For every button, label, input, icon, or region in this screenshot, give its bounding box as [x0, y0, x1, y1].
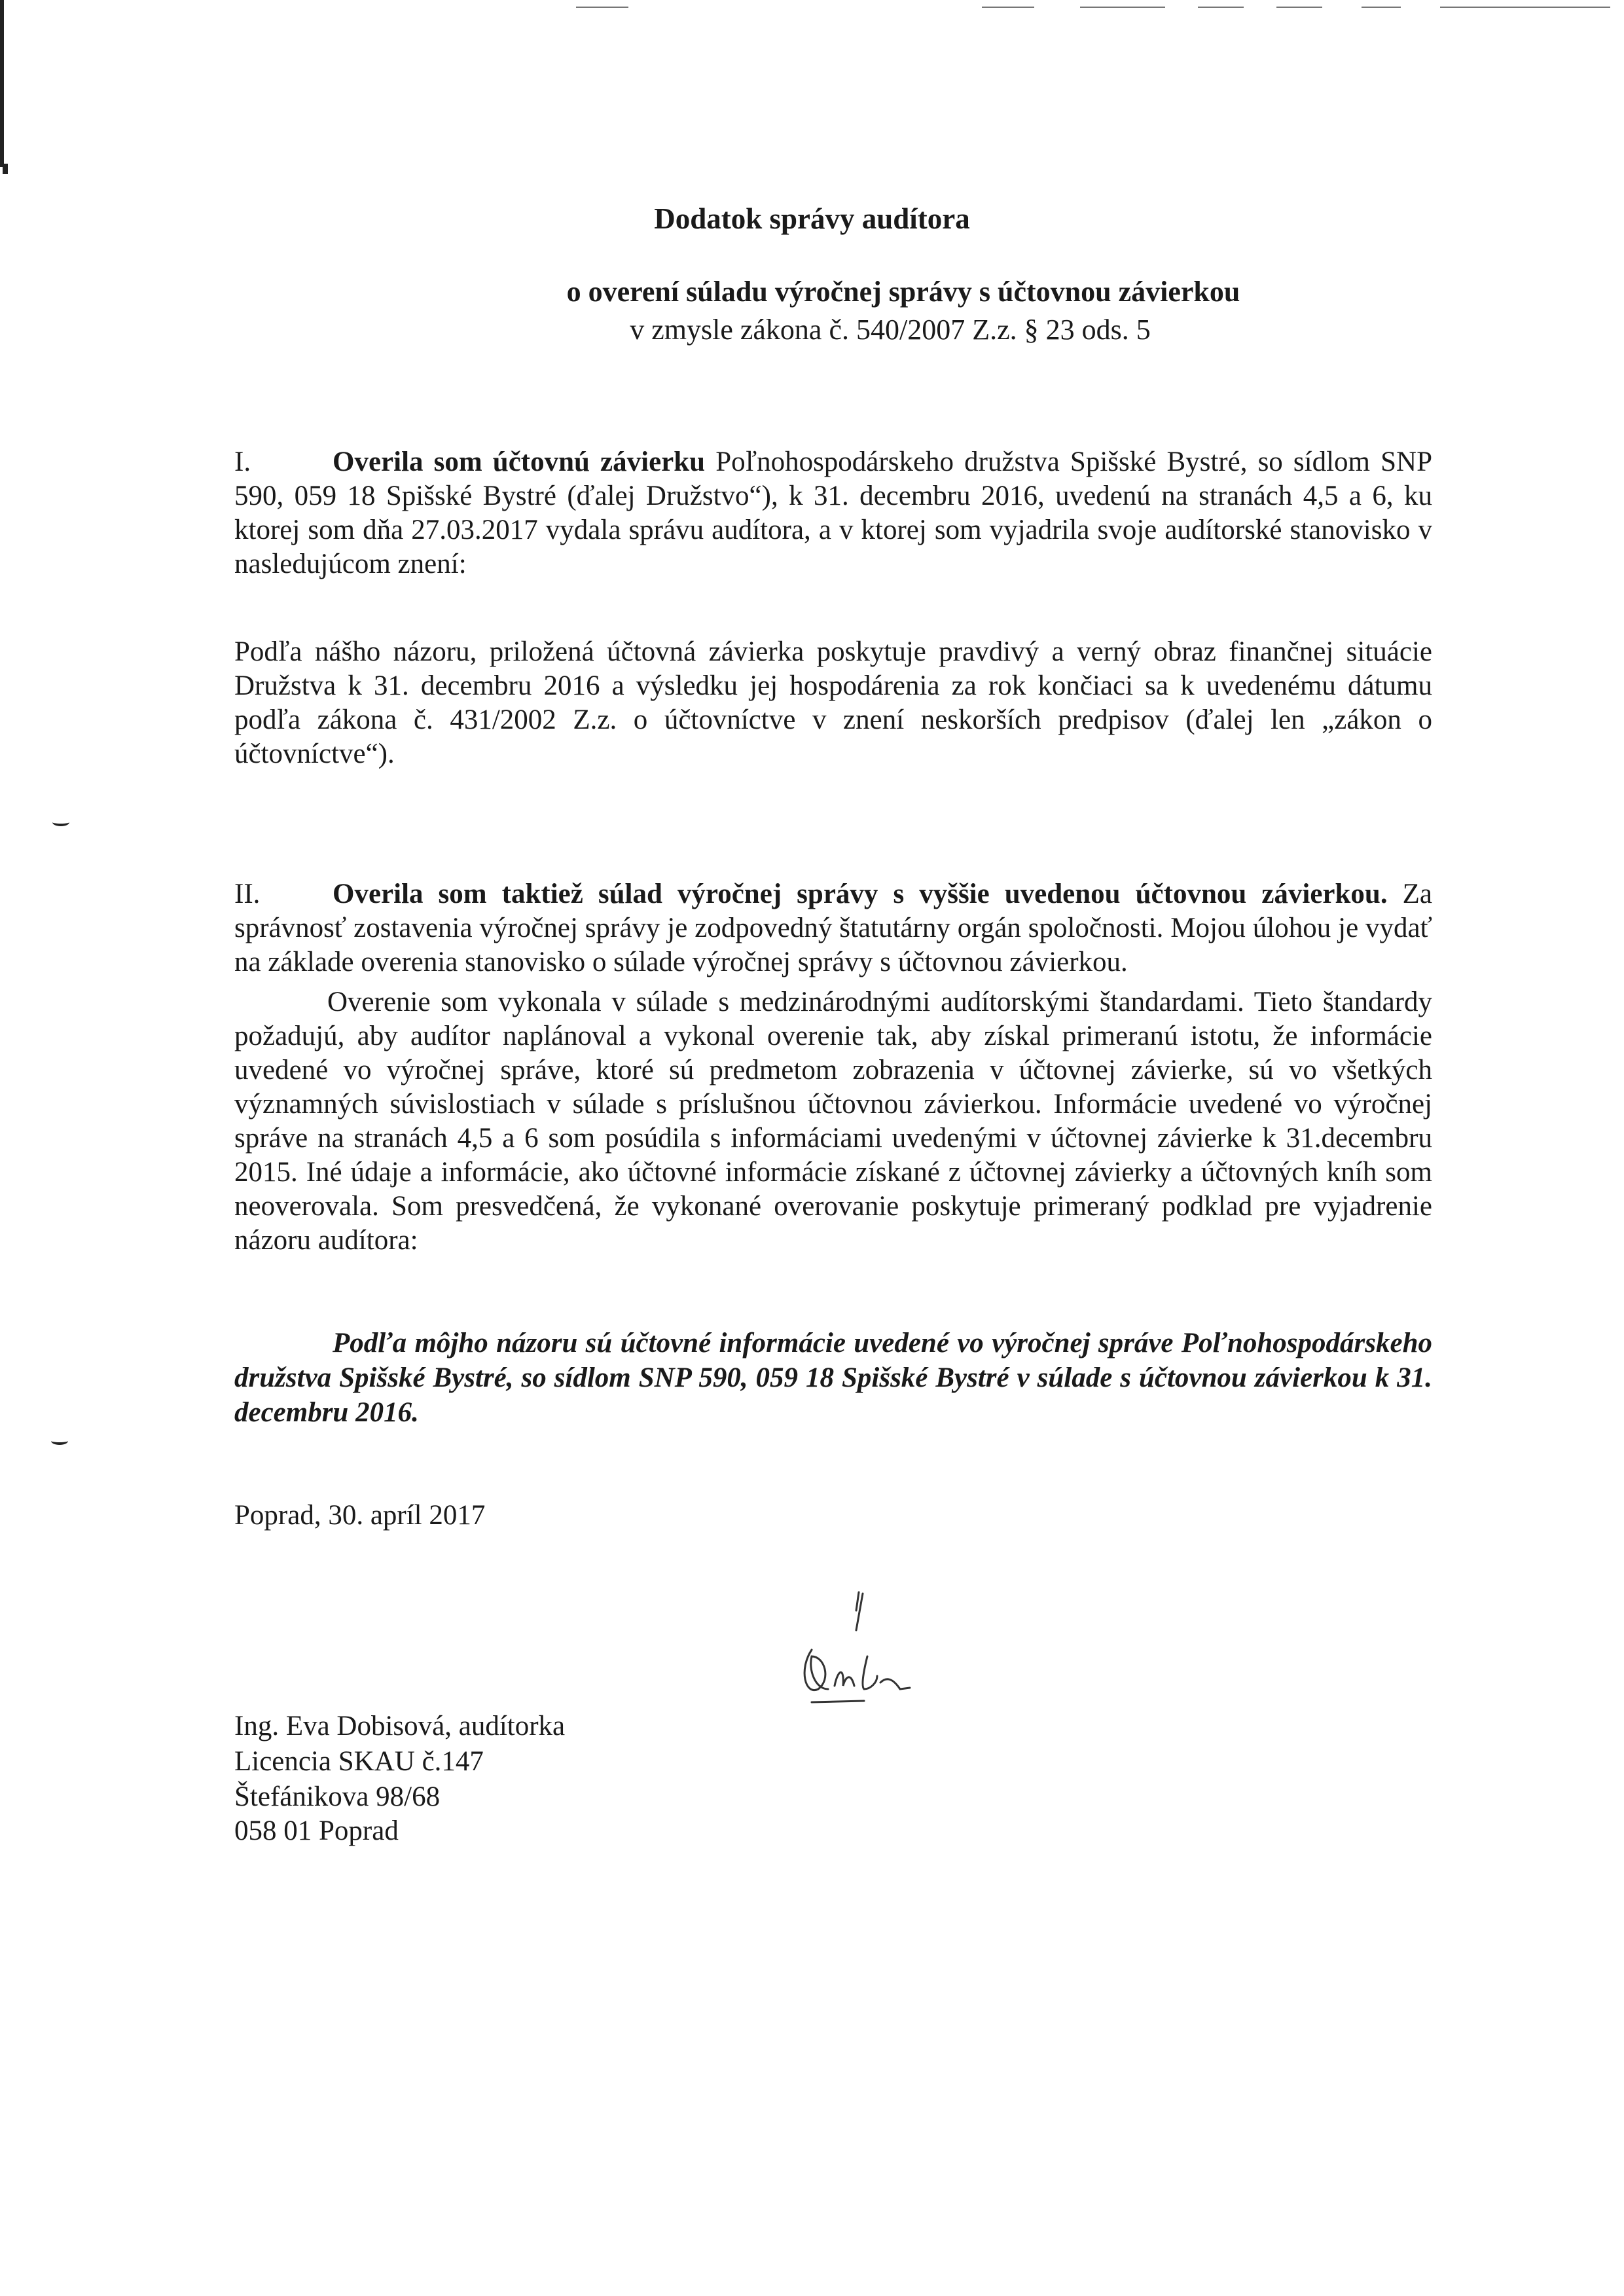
punch-mark [51, 1437, 68, 1445]
place-date: Poprad, 30. apríl 2017 [234, 1500, 486, 1531]
scan-top-line [982, 7, 1034, 8]
section-2-lead: Overila som taktiež súlad výročnej správy s vyššie uvedenou účtovnou závierkou. [333, 879, 1388, 909]
scan-edge-mark [0, 0, 4, 167]
signature-image [772, 1591, 969, 1715]
section-2-paragraph [234, 877, 1432, 979]
auditor-street: Štefánikova 98/68 [234, 1781, 441, 1812]
section-2-number: II. [234, 879, 261, 909]
section-1-paragraph [234, 445, 1432, 581]
auditor-license: Licencia SKAU č.147 [234, 1746, 484, 1777]
law-reference: v zmysle zákona č. 540/2007 Z.z. § 23 ods. 5 [630, 314, 1151, 346]
scan-top-line [1198, 7, 1244, 8]
section-2-text: Za správnosť zostavenia výročnej správy je zodpovedný štatutárny orgán spoločnosti. Mojou úlohou je vydať na základe overenia stanovisko o súlade výročnej správy s účtovnou závierkou. [234, 879, 1433, 977]
section-2-paragraph-2: Overenie som vykonala v súlade s medzinárodnými audítorskými štandardami. Tieto štandardy požadujú, aby audítor naplánoval a vykonal overenie tak, aby získal primeranú istotu, že informácie uvedené vo výročnej správe, ktoré sú predmetom zobrazenia v účtovnej závierke, sú vo všetkých významných súvislostiach v súlade s príslušnou účtovnou závierkou. Informácie uvedené vo výročnej správe na stranách 4,5 a 6 som posúdila s informáciami uvedenými v účtovnej závierke k 31.decembru 2015. Iné údaje a informácie, ako účtovné informácie získané z účtovnej závierky a účtovných kníh som neoverovala. Som presvedčená, že vykonané overovanie poskytuje primeraný podklad pre vyjadrenie názoru audítora: [234, 987, 1432, 1256]
auditor-name: Ing. Eva Dobisová, audítorka [234, 1711, 566, 1741]
auditor-city: 058 01 Poprad [234, 1815, 399, 1846]
document-title: Dodatok správy audítora [654, 202, 970, 235]
scan-top-line [1080, 7, 1165, 8]
section-1-text: Poľnohospodárskeho družstva Spišské Bystré, so sídlom SNP 590, 059 18 Spišské Bystré (ďalej Družstvo“), k 31. decembru 2016, uvedenú na stranách 4,5 a 6, ku ktorej som dňa 27.03.2017 vydala správu audítora, a v ktorej som vyjadrila svoje audítorské stanovisko v nasledujúcom znení: [234, 446, 1432, 579]
punch-mark [52, 818, 69, 826]
scan-edge-mark-tip [3, 164, 8, 174]
scan-top-line [1362, 7, 1401, 8]
section-2-opinion: Podľa môjho názoru sú účtovné informácie uvedené vo výročnej správe Poľnohospodárskeho družstva Spišské Bystré, so sídlom SNP 590, 059 18 Spišské Bystré v súlade s účtovnou závierkou k 31. decembru 2016. [234, 1328, 1432, 1428]
scan-top-line [1440, 7, 1610, 8]
scan-top-line [1276, 7, 1322, 8]
section-1-opinion: Podľa nášho názoru, priložená účtovná závierka poskytuje pravdivý a verný obraz finančnej situácie Družstva k 31. decembru 2016 a výsledku jej hospodárenia za rok končiaci sa k uvedenému dátumu podľa zákona č. 431/2002 Z.z. o účtovníctve v znení neskorších predpisov (ďalej len „zákon o účtovníctve“). [234, 636, 1432, 769]
section-1-number: I. [234, 446, 251, 477]
section-1-lead: Overila som účtovnú závierku [333, 446, 706, 477]
scan-top-line [576, 7, 628, 8]
document-subtitle: o overení súladu výročnej správy s účtovnou závierkou [566, 276, 1240, 308]
